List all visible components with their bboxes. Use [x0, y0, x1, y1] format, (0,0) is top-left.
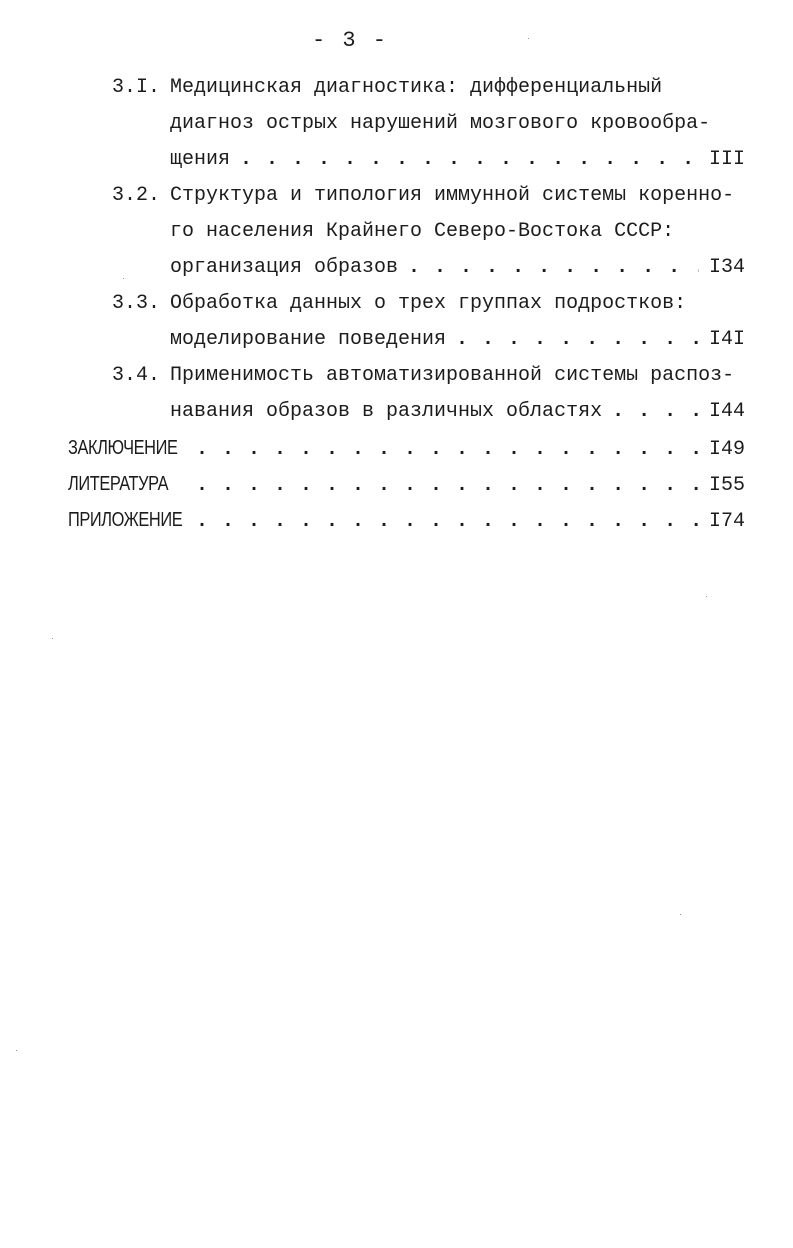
- toc-entry-3-4: [0, 358, 793, 430]
- section-number: 3.2.: [112, 184, 161, 207]
- page-reference: I74: [708, 510, 745, 533]
- page-reference: I44: [708, 400, 745, 423]
- chapter-title: ПРИЛОЖЕНИЕ: [68, 509, 183, 531]
- toc-entry-3-3: [0, 286, 793, 358]
- dot-leader: [456, 322, 699, 358]
- section-title-line: щения: [170, 148, 231, 171]
- chapter-title: ЗАКЛЮЧЕНИЕ: [68, 437, 178, 459]
- dot-leader: [196, 432, 699, 468]
- dot-leader: [240, 142, 699, 178]
- page-reference: I49: [708, 438, 745, 461]
- scan-speck: [16, 1050, 17, 1051]
- scan-speck: [680, 914, 681, 915]
- section-number: 3.I.: [112, 76, 161, 99]
- section-title-line: Применимость автоматизированной системы распоз-: [170, 364, 735, 387]
- section-title-line: моделирование поведения: [170, 328, 447, 351]
- toc-entry-literature: [0, 466, 793, 502]
- section-title-line: Структура и типология иммунной системы коренно-: [170, 184, 735, 207]
- toc-entry-3-1: [0, 70, 793, 178]
- section-title-line: диагноз острых нарушений мозгового кровообра-: [170, 112, 711, 135]
- dot-leader: [612, 394, 699, 430]
- scan-speck: [123, 278, 124, 279]
- section-title-line: навания образов в различных областях: [170, 400, 603, 423]
- section-title-line: Обработка данных о трех группах подростков:: [170, 292, 687, 315]
- page-reference: I4I: [708, 328, 745, 351]
- table-of-contents: [0, 70, 793, 538]
- dot-leader: [196, 504, 699, 540]
- section-title-line: Медицинская диагностика: дифференциальный: [170, 76, 663, 99]
- toc-entry-appendix: [0, 502, 793, 538]
- section-title-line: го населения Крайнего Северо-Востока СССР:: [170, 220, 675, 243]
- toc-entry-conclusion: [0, 430, 793, 466]
- page-reference: I34: [708, 256, 745, 279]
- chapter-title: ЛИТЕРАТУРА: [68, 473, 169, 495]
- scan-speck: [706, 596, 707, 597]
- dot-leader: [196, 468, 699, 504]
- section-number: 3.3.: [112, 292, 161, 315]
- section-number: 3.4.: [112, 364, 161, 387]
- dot-leader: [408, 250, 699, 286]
- toc-entry-3-2: [0, 178, 793, 286]
- page-reference: I55: [708, 474, 745, 497]
- page-reference: III: [708, 148, 745, 171]
- section-title-line: организация образов: [170, 256, 399, 279]
- scan-speck: [52, 638, 53, 639]
- page-number: - 3 -: [311, 28, 388, 53]
- scan-speck: [528, 38, 529, 39]
